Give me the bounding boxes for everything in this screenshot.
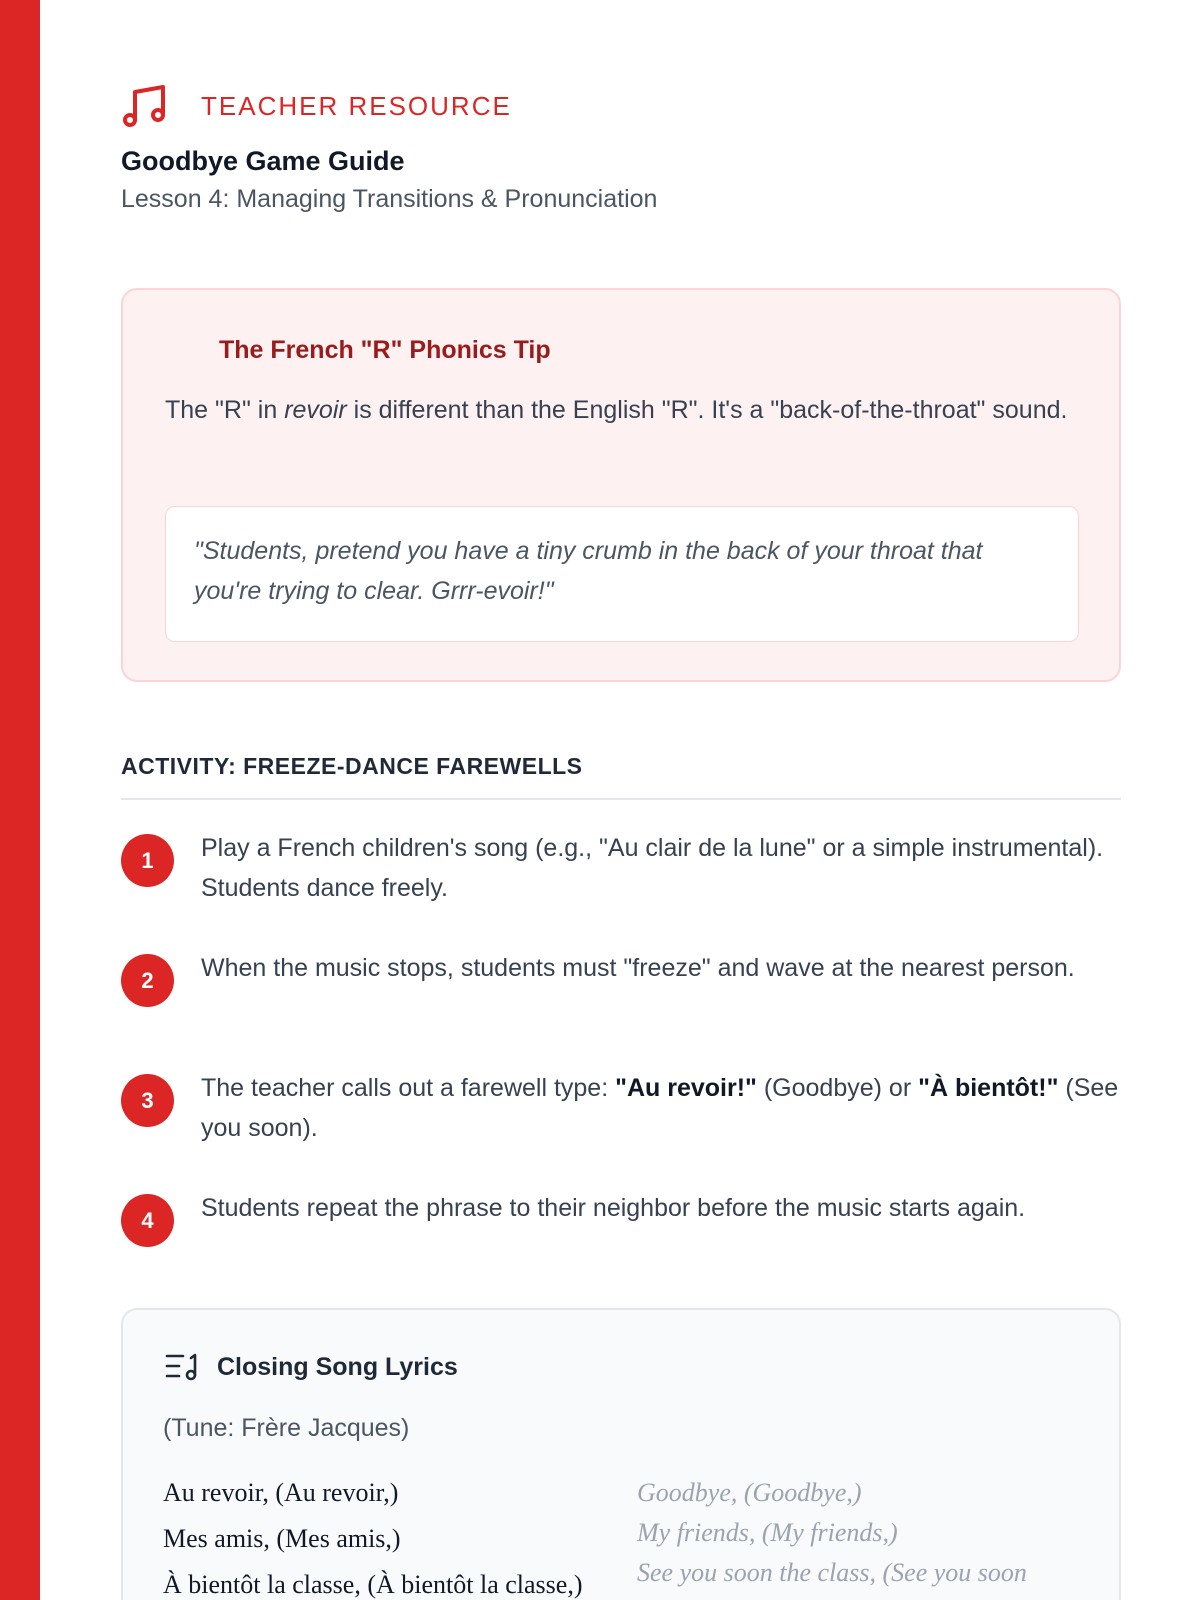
tip-text-before: The "R" in [165,396,285,424]
eyebrow-label: TEACHER RESOURCE [201,90,512,121]
music-note-icon [121,82,169,130]
page-subtitle: Lesson 4: Managing Transitions & Pronunciation [121,185,658,213]
step-text [201,1068,1121,1148]
divider [121,798,1121,800]
step-number-badge: 1 [121,834,174,887]
tip-quote: "Students, pretend you have a tiny crumb in the back of your throat that you're trying to clear. Grrr-evoir!" [165,506,1079,642]
step-number-badge: 2 [121,954,174,1007]
music-list-icon [165,1352,199,1382]
lyrics-card [121,1308,1121,1600]
lyrics-line-french: Mes amis, (Mes amis,) [163,1524,401,1553]
lyrics-title: Closing Song Lyrics [217,1352,458,1381]
lyrics-line-french: Au revoir, (Au revoir,) [163,1478,399,1507]
farewell-phrase-a-bientot: "À bientôt!" [918,1074,1059,1102]
lyrics-english-column [637,1476,1057,1596]
step-number-badge: 3 [121,1074,174,1127]
tip-title: The French "R" Phonics Tip [219,336,551,364]
lyrics-french-column [163,1476,623,1600]
step-number-badge: 4 [121,1194,174,1247]
accent-sidebar-bar [0,0,40,1600]
step-text: When the music stops, students must "freeze" and wave at the nearest person. [201,954,1075,982]
tip-text-after: is different than the English "R". It's a "back-of-the-throat" sound. [346,396,1068,424]
step-text-before: The teacher calls out a farewell type: [201,1074,616,1102]
farewell-phrase-au-revoir: "Au revoir!" [615,1074,757,1102]
header [121,82,512,130]
activity-heading: ACTIVITY: FREEZE-DANCE FAREWELLS [121,753,583,779]
tip-text [165,388,1075,432]
lyrics-line-french: À bientôt la classe, (À bientôt la classe,) [163,1570,583,1599]
lyrics-tune: (Tune: Frère Jacques) [163,1414,410,1442]
lyrics-line-english: Goodbye, (Goodbye,) [637,1478,862,1507]
step-text-after: (See you soon). [201,1074,1119,1142]
phonics-tip-box [121,288,1121,682]
page-title: Goodbye Game Guide [121,146,405,176]
tip-text-emphasis: revoir [284,396,347,424]
lyrics-line-english: My friends, (My friends,) [637,1518,898,1547]
step-text: Play a French children's song (e.g., "Au clair de la lune" or a simple instrumental). Students dance freely. [201,834,1104,902]
step-text: Students repeat the phrase to their neighbor before the music starts again. [201,1194,1026,1222]
lyrics-header [165,1352,458,1382]
lyrics-line-english: See you soon the class, (See you soon [637,1558,1027,1587]
step-text-middle: (Goodbye) or [756,1074,919,1102]
